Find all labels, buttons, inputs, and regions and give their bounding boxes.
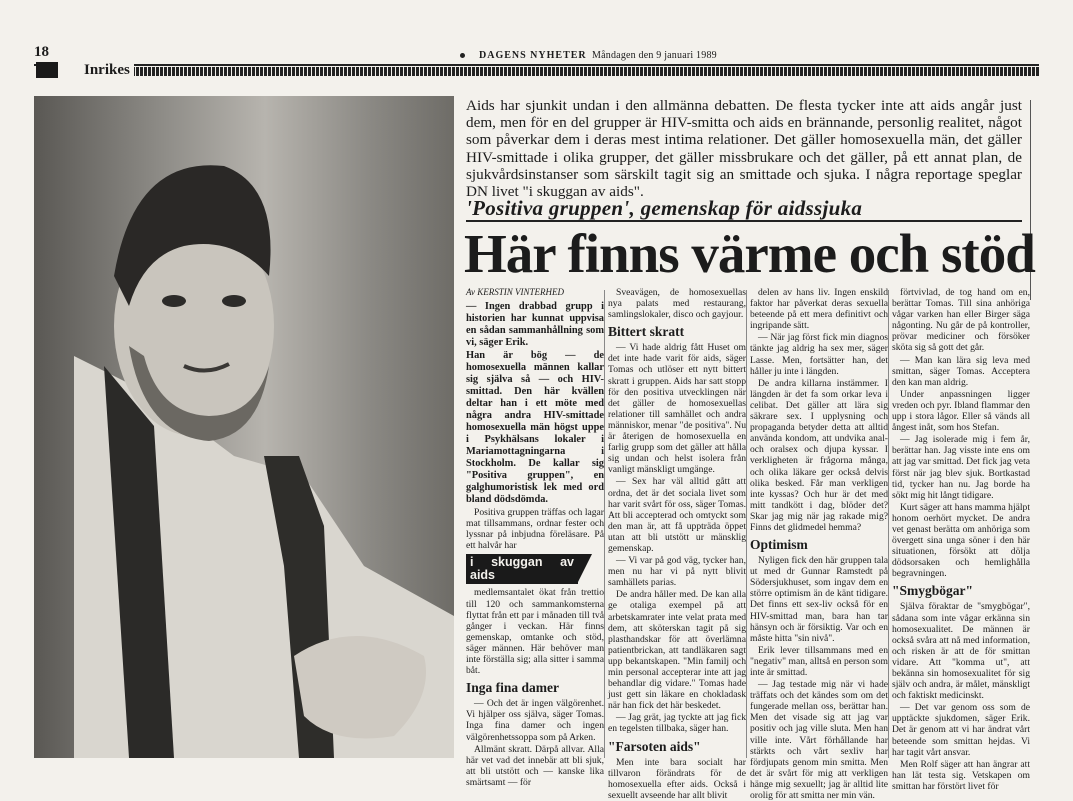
paragraph: Men Rolf säger att han ängrar att han lät testa sig. Vetskapen om smittan har förstört livet för (892, 758, 1030, 792)
portrait-photo (34, 96, 454, 758)
paragraph: medlemsantalet ökat från trettio till 120 och sammankomsterna flyttat från ett par i månaden till två gånger i veckan. Här finns gemenskap, omtanke och stöd, säger männen. Här behöver man inte förställa sig; alla sitter i samma båt. (466, 587, 604, 677)
subheading: "Farsoten aids" (608, 738, 701, 754)
article-photo (34, 96, 454, 758)
paragraph: — Jag testade mig när vi hade träffats och det kändes som om det fungerade mellan oss, berättar han. Men det visade sig att jag var positiv och jag ville sluta. Men han ville inte. Vårt förhållande har stärkts och vårt sexliv har fördjupats genom min smitta. Men det är svårt för mig att verkligen hänge mig sexuellt; jag är alltid lite orolig för att smitta ner min vän. (750, 679, 888, 801)
bullet-icon (460, 53, 465, 58)
column-rule (746, 290, 747, 758)
paragraph: — Man kan lära sig leva med smittan, säger Tomas. Acceptera den kan man aldrig. (892, 354, 1030, 388)
paragraph: — När jag först fick min diagnos tänkte jag aldrig ha sex mer, säger Lasse. Men, fortsätter han, det håller ju inte i längden. (750, 332, 888, 377)
article-column-4 (892, 287, 1030, 792)
subheading: Bittert skratt (608, 324, 685, 340)
paragraph: — Vi var på god väg, tycker han, men nu har vi på nytt blivit samhällets parias. (608, 555, 746, 589)
masthead (460, 50, 717, 61)
paragraph: Erik lever tillsammans med en "negativ" man, alltså en person som inte är smittad. (750, 644, 888, 678)
paragraph: Men inte bara socialt har tillvaron förändrats för de homosexuella efter aids. Också i sexuellt avseende har allt blivit (608, 756, 746, 801)
article-column-2 (608, 287, 746, 801)
paragraph: De andra håller med. De kan alla ge otaliga exempel på att arbetskamrater inte velat prata med dem, att sköterskan tagit på sig plasthandskar för att överlämna patientbrickan, att tandläkaren sagt upp bekantskapen. "Min familj och min personal accepterar inte att jag behandlar dig vidare." Tomas hade just gett sin läkare en chokladask när han fick det här beskedet. (608, 589, 746, 712)
paragraph: Positiva gruppen träffas och lagar mat tillsammans, ordnar fester och lyssnar på inbjudna föreläsare. På ett halvår har (466, 507, 604, 552)
paragraph: — Sex har väl alltid gått att ordna, det är det sociala livet som har varit svårt för oss, säger Tomas. Att bli accepterad och omtyckt som den man är, att få uppträda öppet utan att bli utstött ur mänsklig gemenskap. (608, 476, 746, 554)
paragraph: förtvivlad, de tog hand om en, berättar Tomas. Till sina anhöriga vågar varken han eller Birger säga någonting. Nu går de på kontroller, prövar mediciner och försöker sköta sig så gott det går. (892, 287, 1030, 354)
subheading: Optimism (750, 537, 808, 553)
main-headline: Här finns värme och stöd (464, 223, 1035, 284)
page-number: 18 (34, 44, 49, 60)
byline: Av KERSTIN VINTERHED (466, 287, 564, 297)
series-badge: i skuggan av aids (466, 554, 578, 584)
article-intro: Aids har sjunkit undan i den allmänna debatten. De flesta tycker inte att aids angår just dem, men för en del grupper är HIV-smitta och aids en brännande, personlig realitet, något som påverkar dem i deras mest intima relationer. Det gäller homosexuella män, det gäller HIV-smittade i olika grupper, det gäller missbrukare och det gäller, på ett annat plan, de sjukvårdsinstanser som särskilt tagit sig an smittade och sjuka. I några reportage speglar DN livet "i skuggan av aids". (466, 97, 1022, 201)
paragraph: — Det var genom oss som de upptäckte sjukdomen, säger Erik. Det är genom att vi har ändrat vårt beteende som smittan hejdas. Vi har tagit vårt ansvar. (892, 702, 1030, 758)
paragraph: — Vi hade aldrig fått Huset om det inte hade varit för aids, säger Tomas och utlöser ett nytt bittert skratt i gruppen. Aids har satt stopp för den positiva utvecklingen när det gäller de homosexuellas relationer till samhället och andra människor, menar "de positiva". Nu är återigen de homosexuella en farlig grupp som det gäller att hålla sig undan och helst isolera från vanligt mänskligt umgänge. (608, 342, 746, 476)
issue-date: Måndagen den 9 januari 1989 (592, 50, 717, 61)
section-stripe (120, 67, 1039, 76)
paragraph: Under anpassningen ligger vreden och pyr. Ibland flammar den upp i stora lågor. Eller så vänds all ångest inåt, som hos Stefan. (892, 388, 1030, 434)
subheading: Inga fina damer (466, 680, 560, 696)
paragraph: Nyligen fick den här gruppen tala ut med dr Gunnar Ramstedt på Södersjukhuset, som ingav dem en större optimism än de känt tidigare. Det finns ett sex-liv också för en HIV-smittad man, bara han tar hänsyn och är försiktig. Var och en måste hitta "sin nivå". (750, 555, 888, 644)
section-label: Inrikes (36, 62, 134, 78)
lead-paragraph: — Ingen drabbad grupp i historien har kunnat uppvisa en sådan sammanhållning som vi, säger Erik. (466, 301, 604, 349)
paragraph: delen av hans liv. Ingen enskild faktor har påverkat deras sexuella beteende på ett mera definitivt och ingripande sätt. (750, 287, 888, 332)
article-column-3 (750, 287, 888, 801)
paragraph: — Jag isolerade mig i fem år, berättar han. Jag visste inte ens om att jag var smittad. Det fick jag veta först när jag blev sjuk. Bortkastad tid, tycker han nu. Jag borde ha sökt mig hit långt tidigare. (892, 434, 1030, 501)
paragraph: Sveavägen, de homosexuellas nya palats med restaurang, samlingslokaler, disco och gayjour. (608, 287, 746, 321)
paragraph: — Och det är ingen välgörenhet. Vi hjälper oss själva, säger Tomas. Inga fina damer och ingen välgörenhetssoppa som på Arken. (466, 698, 604, 743)
subheading: "Smygbögar" (892, 583, 973, 599)
paragraph: Allmänt skratt. Därpå allvar. Alla här vet vad det innebär att bli sjuk, att bli utstött och — kanske lika smärtsamt — för (466, 743, 604, 788)
paragraph: Själva föraktar de "smygbögar", sådana som inte vågar erkänna sin homosexualitet. De männen är också svåra att nå med information, och risken är att de för smittan vidare. Att "komma ut", att bekänna sin homosexualitet för sig själv och andra, är målet, mänskligt och faktiskt medicinskt. (892, 601, 1030, 702)
paragraph: De andra killarna instämmer. I längden är det fa som orkar leva i celibat. Det gäller att lära sig säkrare sex. I upplysning och propaganda betyder detta att alltid använda kondom, att undvika anal- och oralsex och djupa kyssar. I verkligheten är frågorna många, och olika läkare ger också delvis olika besked. Får man verkligen inte kyssas? Och hur är det med mitt tandkött i dag, blöder det? Skar jag mig när jag rakade mig? Finns det glidmedel hemma? (750, 377, 888, 533)
paragraph: — Jag grät, jag tyckte att jag fick en tegelsten tillbaka, säger han. (608, 712, 746, 735)
article-column-1 (466, 287, 604, 788)
column-rule (604, 290, 605, 758)
paragraph: Han är bög — de homosexuella männen kallar sig själva så — och HIV-smittad. Den här kvällen deltar han i ett möte med några andra HIV-smittade homosexuella män högst uppe i Psykhälsans lokaler i Mariamottagningarna i Stockholm. De kallar sig "Positiva gruppen", en galghumoristisk lek med ord bland dödsdömda. (466, 350, 604, 506)
kicker-headline: 'Positiva gruppen', gemenskap för aidssjuka (466, 196, 1022, 222)
newspaper-name: DAGENS NYHETER (479, 50, 587, 61)
paragraph: Kurt säger att hans mamma hjälpt honom oerhört mycket. De andra vet genast berätta om anhöriga som övergett sina unga söner i den här situationen, försökt att dölja dödsorsaken och hemlighålla begravningen. (892, 501, 1030, 580)
column-rule (888, 290, 889, 758)
